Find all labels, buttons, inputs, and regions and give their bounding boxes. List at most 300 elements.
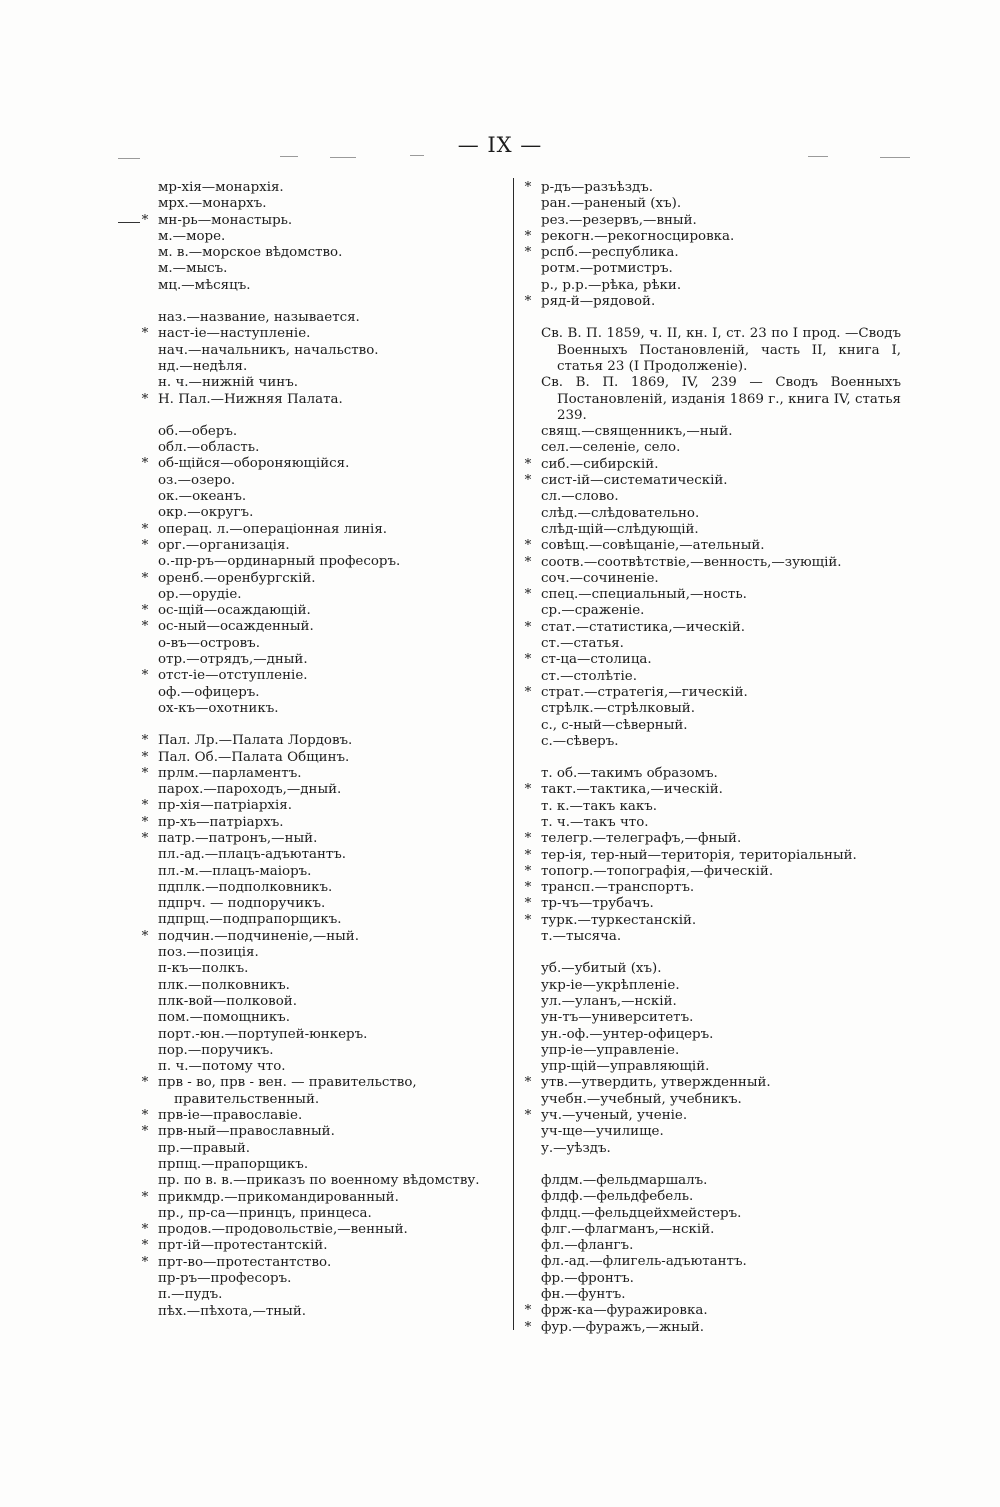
abbreviation-entry — [521, 636, 901, 652]
entry-text: рспб.—республика. — [541, 245, 679, 261]
asterisk-marker: * — [141, 212, 149, 228]
entry-text: пѣх.—пѣхота,—тный. — [158, 1303, 307, 1319]
abbreviation-entry — [138, 1222, 510, 1238]
entry-text: фрж-ка—фуражировка. — [541, 1303, 708, 1319]
abbreviation-entry — [521, 782, 901, 798]
abbreviation-entry — [521, 1059, 901, 1075]
entry-text: обл.—область. — [158, 440, 260, 456]
abbreviation-entry — [138, 456, 510, 472]
abbreviation-entry — [521, 457, 901, 473]
abbreviation-entry — [138, 489, 510, 505]
abbreviation-entry — [521, 1254, 901, 1270]
entry-text: орг.—организація. — [158, 537, 290, 553]
entry-text: порт.-юн.—портупей-юнкеръ. — [158, 1026, 368, 1042]
entry-text: стат.—статистика,—ическій. — [541, 619, 746, 635]
abbreviation-entry — [138, 961, 510, 977]
entry-text: турк.—туркестанскій. — [541, 912, 697, 928]
abbreviation-entry — [138, 798, 510, 814]
abbreviation-entry — [521, 896, 901, 912]
entry-text: прпщ.—прапорщикъ. — [158, 1156, 309, 1172]
abbreviation-entry — [138, 245, 510, 261]
entry-text: учебн.—учебный, учебникъ. — [541, 1091, 742, 1107]
abbreviation-entry — [138, 701, 510, 717]
entry-text: фн.—фунтъ. — [541, 1287, 626, 1302]
asterisk-marker: * — [524, 684, 532, 700]
asterisk-marker: * — [524, 1075, 532, 1091]
abbreviation-entry — [521, 1189, 901, 1205]
abbreviation-entry — [521, 196, 901, 212]
entry-text: ос-щій—осаждающій. — [158, 603, 311, 619]
entry-text: прикмдр.—прикомандированный. — [158, 1189, 399, 1205]
entry-text: м. в.—морское вѣдомство. — [158, 245, 343, 261]
asterisk-marker: * — [141, 521, 149, 537]
asterisk-marker: * — [524, 619, 532, 635]
abbreviation-entry — [138, 1027, 510, 1043]
abbreviation-entry — [521, 669, 901, 685]
asterisk-marker: * — [524, 1319, 532, 1335]
abbreviation-entry — [521, 620, 901, 636]
abbreviation-entry — [521, 1043, 901, 1059]
entry-text: тр-чъ—трубачъ. — [541, 896, 654, 912]
entry-text: пр-ръ—професоръ. — [158, 1271, 292, 1286]
abbreviation-entry — [521, 1027, 901, 1043]
abbreviation-entry — [138, 538, 510, 554]
abbreviation-entry — [521, 538, 901, 554]
abbreviation-entry — [138, 196, 510, 212]
entry-text: пр-хъ—патріархъ. — [158, 814, 284, 830]
asterisk-marker: * — [141, 1075, 149, 1091]
abbreviation-entry — [138, 864, 510, 880]
abbreviation-entry — [521, 734, 901, 750]
asterisk-marker: * — [524, 228, 532, 244]
abbreviation-entry — [521, 961, 901, 977]
abbreviation-entry — [521, 766, 901, 782]
entry-text: т. об.—такимъ образомъ. — [541, 766, 718, 782]
abbreviation-entry — [521, 1010, 901, 1026]
entry-text: подчин.—подчиненіе,—ный. — [158, 928, 359, 944]
abbreviation-entry — [521, 815, 901, 831]
abbreviation-entry — [138, 375, 510, 391]
entry-text: топогр.—топографія,—фическій. — [541, 863, 774, 879]
entry-text: с., с-ный—сѣверный. — [541, 717, 688, 733]
abbreviation-entry — [138, 310, 510, 326]
entry-text: уч-ще—училище. — [541, 1124, 664, 1140]
asterisk-marker: * — [141, 1189, 149, 1205]
entry-text: т. к.—такъ какъ. — [541, 798, 657, 814]
entry-text: плк-вой—полковой. — [158, 993, 297, 1009]
abbreviation-entry — [138, 636, 510, 652]
entry-text: такт.—тактика,—ическій. — [541, 782, 723, 798]
abbreviation-entry — [521, 701, 901, 717]
abbreviation-entry — [138, 343, 510, 359]
entry-text: оф.—офицеръ. — [158, 684, 260, 700]
entry-text: оз.—озеро. — [158, 472, 236, 488]
entry-text: н. ч.—нижній чинъ. — [158, 375, 298, 391]
asterisk-marker: * — [524, 245, 532, 261]
asterisk-marker: * — [141, 1124, 149, 1140]
column-divider — [513, 178, 514, 1330]
abbreviation-entry — [138, 554, 510, 570]
scan-speck — [118, 158, 140, 159]
entry-text: пл.-ад.—плацъ-адъютантъ. — [158, 847, 347, 863]
asterisk-marker: * — [524, 880, 532, 896]
entry-text: рекогн.—рекогносцировка. — [541, 228, 735, 244]
abbreviation-entry — [521, 603, 901, 619]
abbreviation-entry — [138, 1059, 510, 1075]
entry-text: прв - во, прв - вен. — правительство, правительственный. — [158, 1075, 417, 1107]
abbreviation-entry — [138, 847, 510, 863]
abbreviation-entry — [138, 359, 510, 375]
asterisk-marker: * — [141, 733, 149, 749]
section-gap — [138, 408, 510, 424]
abbreviation-entry — [138, 896, 510, 912]
entry-text: совѣщ.—совѣщаніе,—ательный. — [541, 538, 765, 554]
entry-text: о-въ—островъ. — [158, 635, 260, 651]
entry-text: пдпрщ.—подпрапорщикъ. — [158, 912, 342, 928]
entry-text: фур.—фуражъ,—жный. — [541, 1319, 705, 1335]
entry-text: нач.—начальникъ, начальство. — [158, 342, 379, 358]
asterisk-marker: * — [524, 847, 532, 863]
abbreviation-entry — [138, 929, 510, 945]
entry-text: наз.—название, называется. — [158, 310, 360, 326]
asterisk-marker: * — [141, 570, 149, 586]
asterisk-marker: * — [524, 896, 532, 912]
abbreviation-entry — [521, 880, 901, 896]
entry-text: Св. В. П. 1869, IV, 239 — Сводъ Военныхъ Постановленій, изданія 1869 г., книга IV, статья 239. — [541, 375, 901, 423]
asterisk-marker: * — [141, 456, 149, 472]
page-number: — IX — — [457, 133, 543, 157]
entry-text: Н. Пал.—Нижняя Палата. — [158, 391, 343, 407]
entry-text: пор.—поручикъ. — [158, 1042, 274, 1058]
abbreviation-entry — [521, 1141, 901, 1157]
asterisk-marker: * — [141, 1222, 149, 1238]
asterisk-marker: * — [141, 391, 149, 407]
abbreviation-entry — [138, 978, 510, 994]
entry-text: ос-ный—осажденный. — [158, 619, 314, 635]
entry-text: отст-іе—отступленіе. — [158, 668, 308, 684]
asterisk-marker: * — [141, 830, 149, 846]
entry-text: фл.-ад.—флигель-адъютантъ. — [541, 1254, 747, 1270]
abbreviation-entry — [521, 1222, 901, 1238]
asterisk-marker: * — [141, 603, 149, 619]
abbreviation-entry — [138, 571, 510, 587]
entry-text: флдф.—фельдфебель. — [541, 1189, 694, 1205]
section-gap — [521, 1157, 901, 1173]
abbreviation-entry — [138, 1287, 510, 1303]
asterisk-marker: * — [524, 180, 532, 195]
abbreviation-entry — [138, 587, 510, 603]
entry-text: пр. по в. в.—приказъ по военному вѣдомству. — [158, 1173, 480, 1189]
entry-text: страт.—стратегія,—гическій. — [541, 684, 748, 700]
abbreviation-entry — [138, 522, 510, 538]
entry-text: м.—мысъ. — [158, 261, 228, 277]
section-gap — [138, 717, 510, 733]
asterisk-marker: * — [141, 749, 149, 765]
abbreviation-entry — [138, 912, 510, 928]
abbreviation-entry — [138, 880, 510, 896]
entry-text: патр.—патронъ,—ный. — [158, 830, 318, 846]
entry-text: Пал. Лр.—Палата Лордовъ. — [158, 733, 353, 749]
abbreviation-entry — [138, 619, 510, 635]
asterisk-marker: * — [141, 326, 149, 342]
asterisk-marker: * — [524, 294, 532, 310]
abbreviation-entry — [521, 489, 901, 505]
abbreviation-entry — [138, 392, 510, 408]
entry-text: ун-тъ—университетъ. — [541, 1010, 694, 1026]
asterisk-marker: * — [524, 1303, 532, 1319]
asterisk-marker: * — [524, 652, 532, 668]
asterisk-marker: * — [141, 537, 149, 553]
entry-text: ротм.—ротмистръ. — [541, 261, 673, 277]
entry-text: плк.—полковникъ. — [158, 977, 290, 993]
asterisk-marker: * — [524, 587, 532, 603]
entry-text: м.—море. — [158, 228, 226, 244]
abbreviation-entry — [521, 848, 901, 864]
abbreviation-entry — [521, 571, 901, 587]
entry-text: сист-ій—систематическій. — [541, 473, 728, 489]
entry-text: утв.—утвердить, утвержденный. — [541, 1075, 771, 1091]
abbreviation-entry — [138, 685, 510, 701]
abbreviation-entry — [521, 1271, 901, 1287]
abbreviation-entry — [138, 668, 510, 684]
entry-text: ст.—столѣтіе. — [541, 668, 637, 684]
section-gap — [521, 750, 901, 766]
scan-speck — [280, 156, 298, 157]
abbreviation-entry — [138, 424, 510, 440]
entry-text: продов.—продовольствіе,—венный. — [158, 1222, 408, 1238]
entry-text: трансп.—транспортъ. — [541, 880, 695, 896]
entry-text: п. ч.—потому что. — [158, 1059, 286, 1075]
entry-text: поз.—позиція. — [158, 945, 259, 961]
asterisk-marker: * — [141, 1108, 149, 1124]
entry-text: сел.—селеніе, село. — [541, 440, 681, 456]
abbreviation-entry — [521, 978, 901, 994]
entry-text: об-щійся—обороняющійся. — [158, 456, 350, 472]
left-column — [138, 180, 510, 1320]
right-column — [521, 180, 901, 1336]
entry-text: р., р.р.—рѣка, рѣки. — [541, 277, 682, 293]
entry-text: оренб.—оренбургскій. — [158, 570, 316, 586]
abbreviation-entry — [521, 1108, 901, 1124]
entry-text: пдпрч. — подпоручикъ. — [158, 896, 326, 912]
scan-speck — [880, 157, 910, 158]
abbreviation-entry — [138, 1173, 510, 1189]
entry-text: пом.—помощникъ. — [158, 1010, 290, 1026]
entry-text: ул.—уланъ,—нскій. — [541, 993, 677, 1009]
entry-text: у.—уѣздъ. — [541, 1140, 611, 1156]
abbreviation-entry — [521, 652, 901, 668]
abbreviation-entry — [521, 473, 901, 489]
entry-text: упр-іе—управленіе. — [541, 1042, 680, 1058]
entry-text: сл.—слово. — [541, 489, 619, 505]
scan-speck — [808, 156, 828, 157]
abbreviation-entry — [138, 326, 510, 342]
entry-text: мр-хія—монархія. — [158, 180, 284, 195]
entry-text: сиб.—сибирскій. — [541, 456, 659, 472]
entry-text: фл.—флангъ. — [541, 1238, 634, 1254]
entry-text: пр., пр-са—принцъ, принцеса. — [158, 1205, 372, 1221]
abbreviation-entry — [138, 1124, 510, 1140]
asterisk-marker: * — [524, 1108, 532, 1124]
abbreviation-entry — [138, 1238, 510, 1254]
abbreviation-entry — [138, 815, 510, 831]
entry-text: п.—пудъ. — [158, 1287, 223, 1303]
entry-text: укр-іе—укрѣпленіе. — [541, 977, 680, 993]
abbreviation-entry — [138, 1271, 510, 1287]
abbreviation-entry — [521, 685, 901, 701]
asterisk-marker: * — [141, 814, 149, 830]
asterisk-marker: * — [524, 473, 532, 489]
entry-text: ст-ца—столица. — [541, 652, 652, 668]
entry-text: стрѣлк.—стрѣлковый. — [541, 701, 695, 717]
abbreviation-entry — [138, 505, 510, 521]
section-gap — [138, 294, 510, 310]
abbreviation-entry — [138, 750, 510, 766]
abbreviation-entry — [138, 261, 510, 277]
entry-text: упр-щій—управляющій. — [541, 1059, 710, 1075]
abbreviation-entry — [138, 213, 510, 229]
entry-text: прв-ный—православный. — [158, 1124, 335, 1140]
abbreviation-entry — [521, 587, 901, 603]
abbreviation-entry — [138, 603, 510, 619]
asterisk-marker: * — [141, 668, 149, 684]
abbreviation-entry — [521, 506, 901, 522]
entry-text: ок.—океанъ. — [158, 489, 247, 505]
abbreviation-entry — [138, 278, 510, 294]
scan-dash — [118, 222, 140, 223]
entry-text: ст.—статья. — [541, 636, 624, 652]
entry-text: т.—тысяча. — [541, 929, 622, 945]
entry-text: отр.—отрядъ,—дный. — [158, 652, 308, 668]
abbreviation-entry — [138, 1304, 510, 1320]
entry-text: флдц.—фельдцейхмейстеръ. — [541, 1205, 742, 1221]
abbreviation-entry — [138, 831, 510, 847]
abbreviation-entry — [138, 652, 510, 668]
abbreviation-entry — [521, 864, 901, 880]
abbreviation-entry — [521, 1206, 901, 1222]
abbreviation-entry — [521, 440, 901, 456]
entry-text: тер-ія, тер-ный—територія, територіальный. — [541, 847, 857, 863]
asterisk-marker: * — [141, 619, 149, 635]
entry-text: р-дъ—разъѣздъ. — [541, 180, 654, 195]
abbreviation-entry — [521, 245, 901, 261]
entry-text: т. ч.—такъ что. — [541, 814, 649, 830]
entry-text: мц.—мѣсяцъ. — [158, 277, 251, 293]
abbreviation-entry — [521, 1173, 901, 1189]
entry-text: прт-ій—протестантскій. — [158, 1238, 328, 1254]
entry-text: пр-хія—патріархія. — [158, 798, 292, 814]
abbreviation-entry — [521, 994, 901, 1010]
abbreviation-entry — [521, 213, 901, 229]
entry-text: уч.—ученый, ученіе. — [541, 1108, 688, 1124]
asterisk-marker: * — [524, 456, 532, 472]
entry-text: прлм.—парламентъ. — [158, 765, 302, 781]
entry-text: парох.—пароходъ,—дный. — [158, 782, 342, 798]
entry-text: флг.—флагманъ,—нскій. — [541, 1221, 715, 1237]
entry-text: пр.—правый. — [158, 1140, 251, 1156]
entry-text: слѣд-щій—слѣдующій. — [541, 521, 699, 537]
entry-text: пдплк.—подполковникъ. — [158, 879, 333, 895]
entry-text: окр.—округъ. — [158, 505, 254, 521]
abbreviation-entry — [521, 1075, 901, 1091]
asterisk-marker: * — [141, 798, 149, 814]
entry-text: мн-рь—монастырь. — [158, 212, 293, 228]
abbreviation-entry — [138, 1206, 510, 1222]
entry-text: соч.—сочиненіе. — [541, 570, 659, 586]
abbreviation-entry — [138, 945, 510, 961]
abbreviation-entry — [521, 180, 901, 196]
entry-text: свящ.—священникъ,—ный. — [541, 424, 733, 440]
abbreviation-entry — [521, 555, 901, 571]
entry-text: флдм.—фельдмаршалъ. — [541, 1172, 708, 1188]
abbreviation-entry — [138, 1141, 510, 1157]
abbreviation-entry — [138, 229, 510, 245]
entry-text: прт-во—протестантство. — [158, 1254, 332, 1270]
abbreviation-entry — [521, 229, 901, 245]
abbreviation-entry — [138, 440, 510, 456]
abbreviation-entry — [138, 1108, 510, 1124]
entry-text: уб.—убитый (хъ). — [541, 961, 662, 977]
abbreviation-entry — [521, 929, 901, 945]
abbreviation-entry — [521, 831, 901, 847]
asterisk-marker: * — [141, 928, 149, 944]
entry-text: ун.-оф.—унтер-офицеръ. — [541, 1026, 714, 1042]
abbreviation-entry — [521, 1238, 901, 1254]
entry-text: Пал. Об.—Палата Общинъ. — [158, 749, 350, 765]
abbreviation-entry — [138, 733, 510, 749]
entry-text: слѣд.—слѣдовательно. — [541, 505, 700, 521]
abbreviation-entry — [138, 1190, 510, 1206]
entry-text: ор.—орудіе. — [158, 586, 242, 602]
abbreviation-entry — [521, 326, 901, 375]
abbreviation-entry — [138, 1157, 510, 1173]
entry-text: п-къ—полкъ. — [158, 961, 249, 977]
entry-text: пл.-м.—плацъ-маіоръ. — [158, 863, 312, 879]
abbreviation-entry — [521, 1320, 901, 1336]
section-gap — [521, 310, 901, 326]
entry-text: операц. л.—операціонная линія. — [158, 521, 388, 537]
entry-text: фр.—фронтъ. — [541, 1270, 634, 1286]
abbreviation-entry — [138, 1075, 510, 1108]
entry-text: ох-къ—охотникъ. — [158, 700, 279, 716]
abbreviation-entry — [521, 424, 901, 440]
entry-text: нд.—недѣля. — [158, 358, 248, 374]
entry-text: спец.—специальный,—ность. — [541, 587, 747, 603]
asterisk-marker: * — [524, 863, 532, 879]
section-gap — [521, 945, 901, 961]
abbreviation-entry — [138, 1010, 510, 1026]
asterisk-marker: * — [524, 831, 532, 847]
entry-text: наст-іе—наступленіе. — [158, 326, 311, 342]
abbreviation-entry — [138, 994, 510, 1010]
abbreviation-entry — [521, 718, 901, 734]
asterisk-marker: * — [524, 538, 532, 554]
entry-text: об.—оберъ. — [158, 423, 238, 439]
abbreviation-entry — [521, 294, 901, 310]
entry-text: ряд-й—рядовой. — [541, 294, 656, 310]
entry-text: Св. В. П. 1859, ч. II, кн. I, ст. 23 по I прод. —Сводъ Военныхъ Постановленій, часть II, книга I, статья 23 (I Продолженіе). — [541, 326, 901, 374]
entry-text: о.-пр-ръ—ординарный професоръ. — [158, 554, 401, 570]
abbreviation-entry — [521, 799, 901, 815]
abbreviation-entry — [521, 522, 901, 538]
abbreviation-entry — [521, 1124, 901, 1140]
abbreviation-entry — [521, 278, 901, 294]
abbreviation-entry — [138, 473, 510, 489]
abbreviation-entry — [138, 1043, 510, 1059]
abbreviation-entry — [138, 1255, 510, 1271]
abbreviation-entry — [521, 913, 901, 929]
asterisk-marker: * — [141, 1238, 149, 1254]
